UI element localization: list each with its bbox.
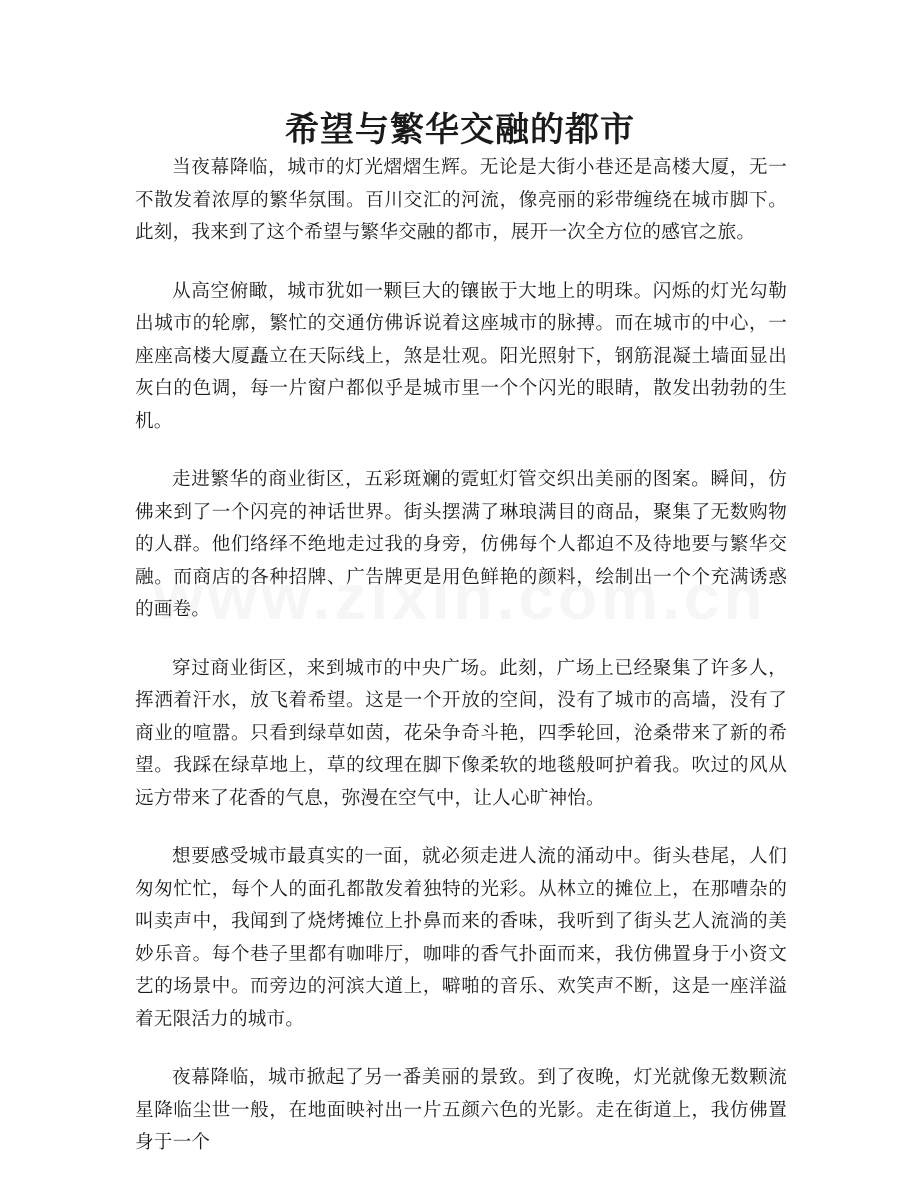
paragraph-4: 穿过商业街区，来到城市的中央广场。此刻，广场上已经聚集了许多人，挥洒着汗水，放飞着希望。这是一个开放的空间，没有了城市的高墙，没有了商业的喧嚣。只看到绿草如茵，花朵争奇斗艳，四季轮回，沧桑带来了新的希望。我踩在绿草地上，草的纹理在脚下像柔软的地毯般呵护着我。吹过的风从远方带来了花香的气息，弥漫在空气中，让人心旷神怡。 <box>135 657 787 809</box>
paragraph-3: 走进繁华的商业街区，五彩斑斓的霓虹灯管交织出美丽的图案。瞬间，仿佛来到了一个闪亮的神话世界。街头摆满了琳琅满目的商品，聚集了无数购物的人群。他们络绎不绝地走过我的身旁，仿佛每个人都迫不及待地要与繁华交融。而商店的各种招牌、广告牌更是用色鲜艳的颜料，绘制出一个个充满诱惑的画卷。 <box>135 469 787 620</box>
paragraph-2: 从高空俯瞰，城市犹如一颗巨大的镶嵌于大地上的明珠。闪烁的灯光勾勒出城市的轮廓，繁忙的交通仿佛诉说着这座城市的脉搏。而在城市的中心，一座座高楼大厦矗立在天际线上，煞是壮观。阳光照射下，钢筋混凝土墙面显出灰白的色调，每一片窗户都似乎是城市里一个个闪光的眼睛，散发出勃勃的生机。 <box>135 280 787 432</box>
paragraph-1: 当夜幕降临，城市的灯光熠熠生辉。无论是大街小巷还是高楼大厦，无一不散发着浓厚的繁华氛围。百川交汇的河流，像亮丽的彩带缠绕在城市脚下。此刻，我来到了这个希望与繁华交融的都市，展开一次全方位的感官之旅。 <box>135 157 787 243</box>
paragraph-5: 想要感受城市最真实的一面，就必须走进人流的涌动中。街头巷尾，人们匆匆忙忙，每个人的面孔都散发着独特的光彩。从林立的摊位上，在那嘈杂的叫卖声中，我闻到了烧烤摊位上扑鼻而来的香味，我听到了街头艺人流淌的美妙乐音。每个巷子里都有咖啡厅，咖啡的香气扑面而来，我仿佛置身于小资文艺的场景中。而旁边的河滨大道上，噼啪的音乐、欢笑声不断，这是一座洋溢着无限活力的城市。 <box>135 846 787 1030</box>
document-title: 希望与繁华交融的都市 <box>285 110 635 150</box>
paragraph-6: 夜幕降临，城市掀起了另一番美丽的景致。到了夜晚，灯光就像无数颗流星降临尘世一般，在地面映衬出一片五颜六色的光影。走在街道上，我仿佛置身于一个 <box>135 1067 787 1153</box>
document-body <box>135 152 787 1186</box>
